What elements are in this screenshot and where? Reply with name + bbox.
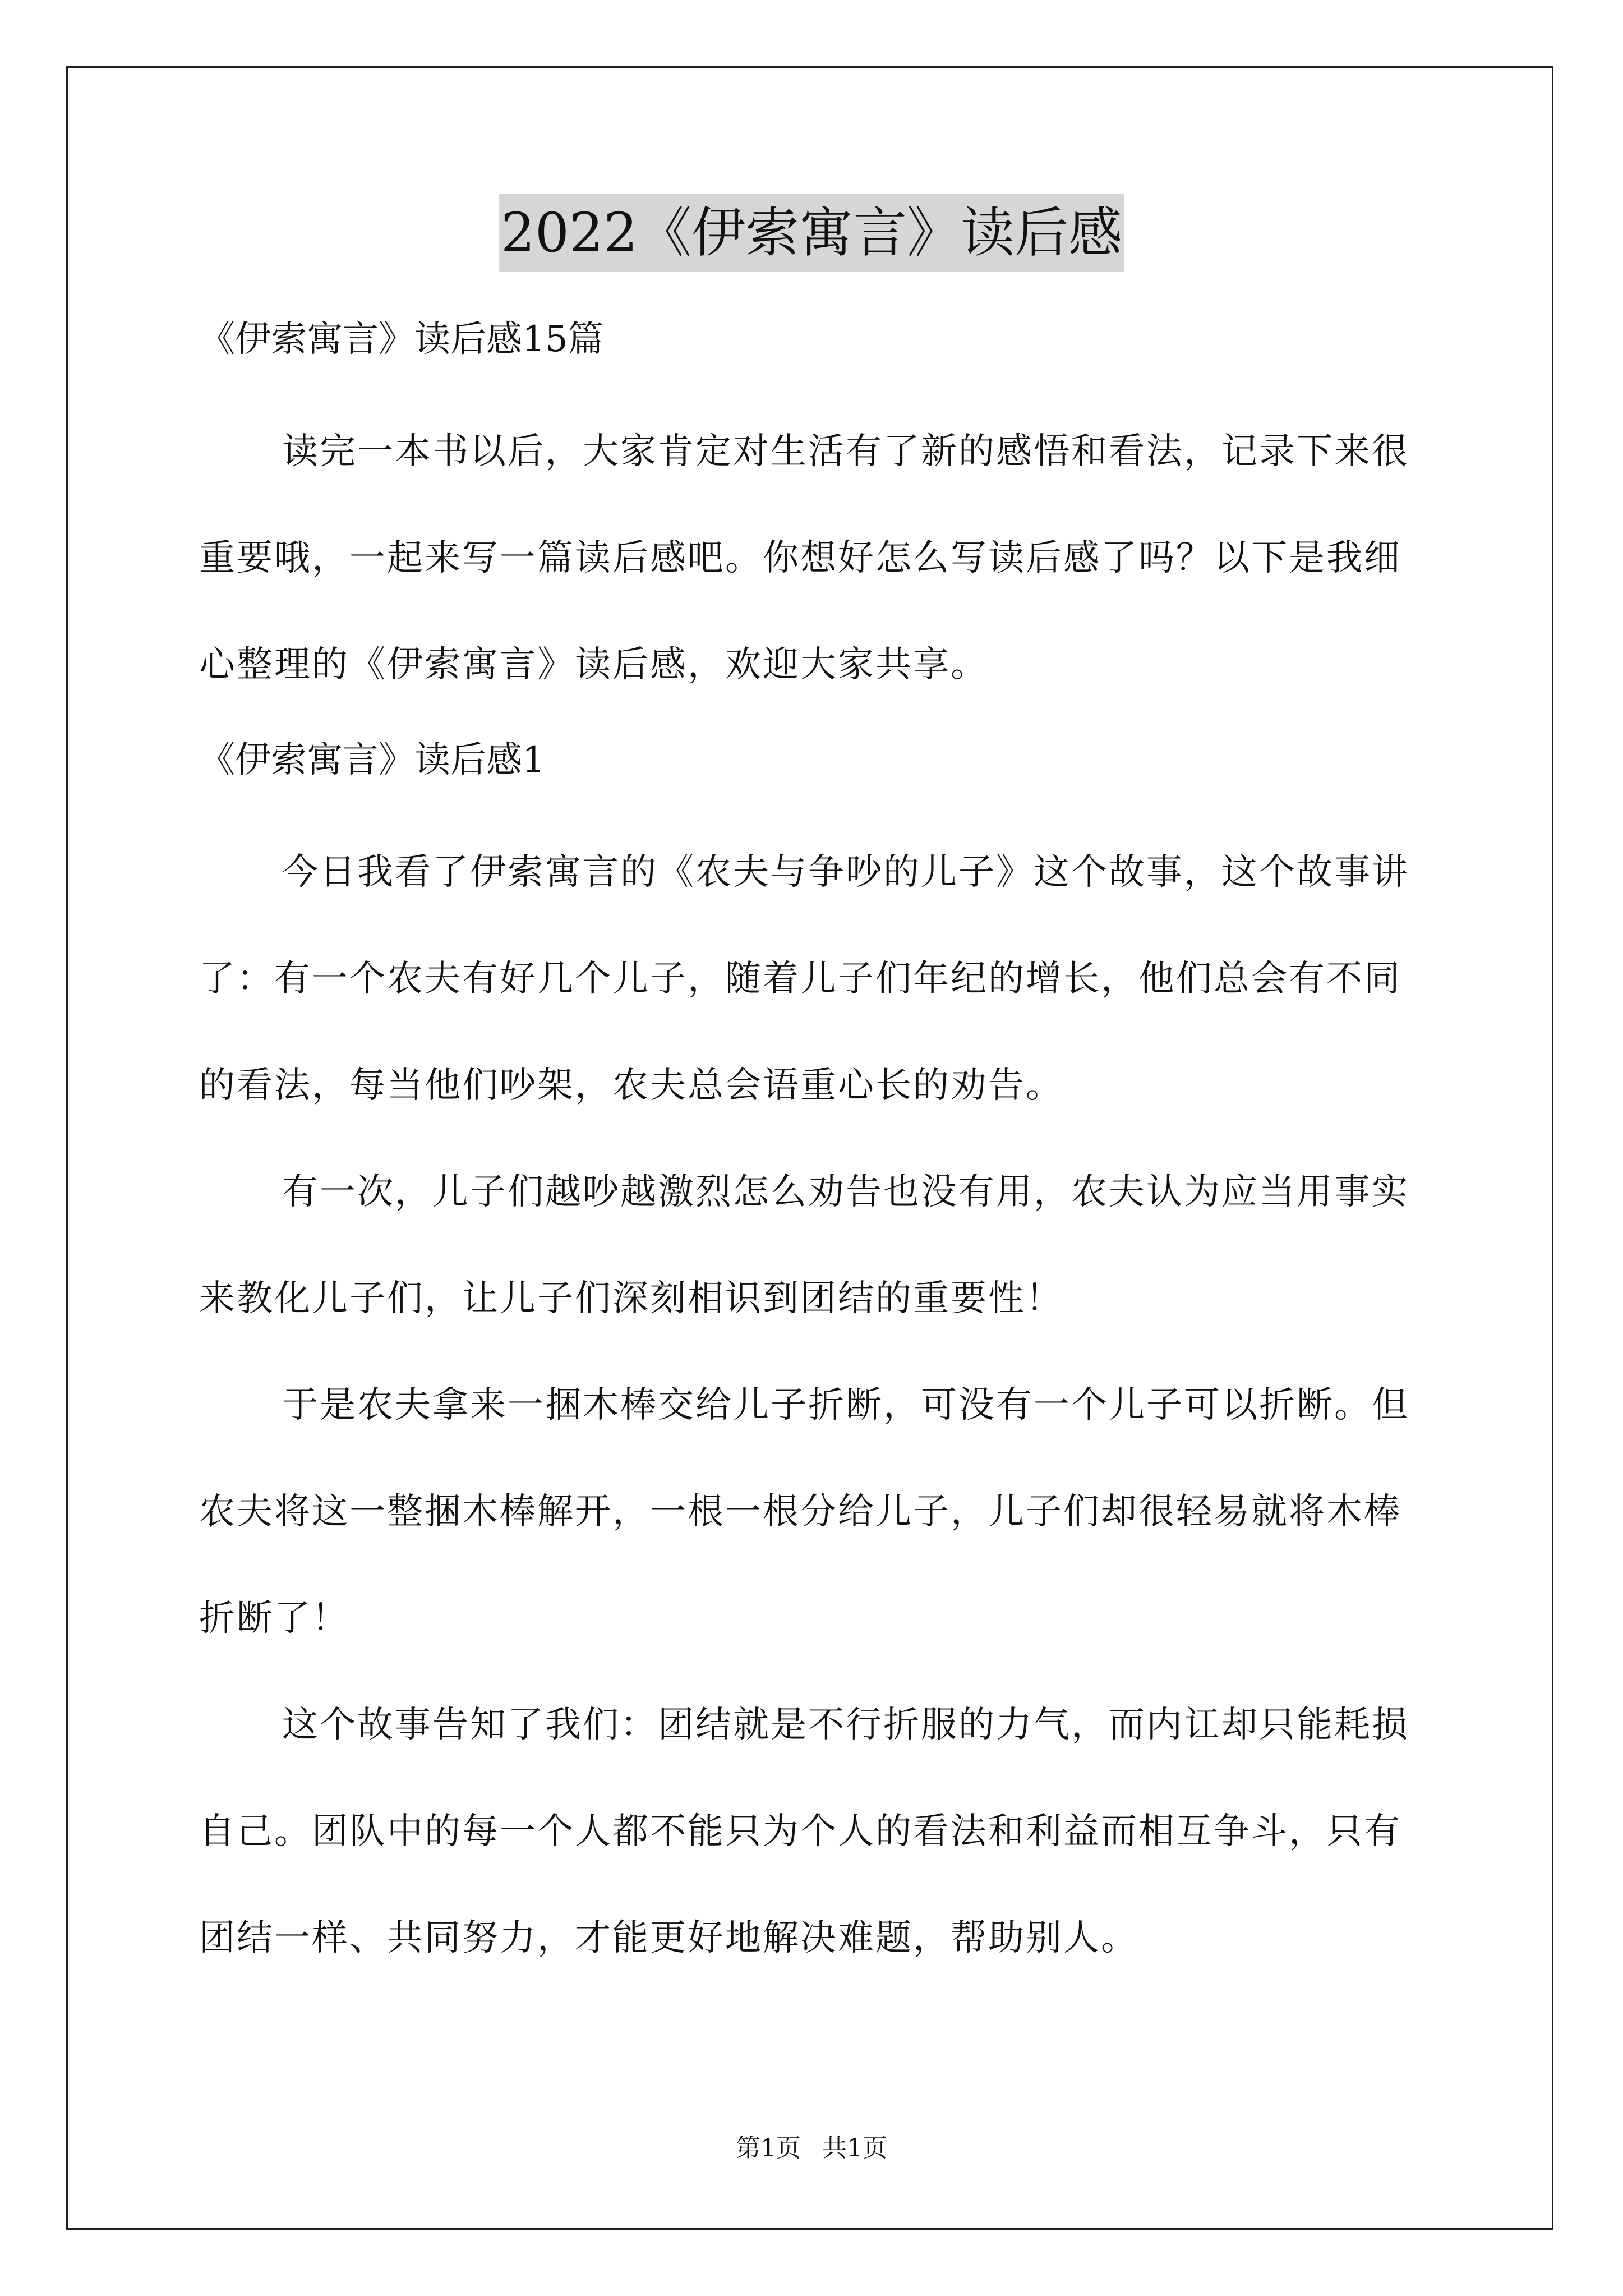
document-subtitle: 《伊索寓言》读后感15篇 bbox=[199, 319, 604, 360]
document-body bbox=[199, 292, 1433, 1991]
intro-paragraph: 读完一本书以后，大家肯定对生活有了新的感悟和看法，记录下来很重要哦，一起来写一篇读后感吧。你想好怎么写读后感了吗？以下是我细心整理的《伊索寓言》读后感，欢迎大家共享。 bbox=[199, 431, 1409, 685]
page-footer bbox=[0, 2132, 1623, 2165]
page-number: 第1页 bbox=[736, 2134, 801, 2162]
section-heading: 《伊索寓言》读后感1 bbox=[199, 739, 545, 781]
body-paragraph: 今日我看了伊索寓言的《农夫与争吵的儿子》这个故事，这个故事讲了：有一个农夫有好几个儿子，随着儿子们年纪的增长，他们总会有不同的看法，每当他们吵架，农夫总会语重心长的劝告。 bbox=[199, 852, 1409, 1106]
title-container bbox=[0, 194, 1623, 272]
page-total: 共1页 bbox=[822, 2134, 887, 2162]
body-paragraph: 于是农夫拿来一捆木棒交给儿子折断，可没有一个儿子可以折断。但农夫将这一整捆木棒解开，一根一根分给儿子，儿子们却很轻易就将木棒折断了！ bbox=[199, 1384, 1409, 1639]
document-title: 2022《伊索寓言》读后感 bbox=[499, 194, 1124, 272]
body-paragraph: 有一次，儿子们越吵越激烈怎么劝告也没有用，农夫认为应当用事实来教化儿子们，让儿子们深刻相识到团结的重要性！ bbox=[199, 1171, 1409, 1319]
body-paragraph: 这个故事告知了我们：团结就是不行折服的力气，而内讧却只能耗损自己。团队中的每一个人都不能只为个人的看法和利益而相互争斗，只有团结一样、共同努力，才能更好地解决难题，帮助别人。 bbox=[199, 1704, 1409, 1959]
